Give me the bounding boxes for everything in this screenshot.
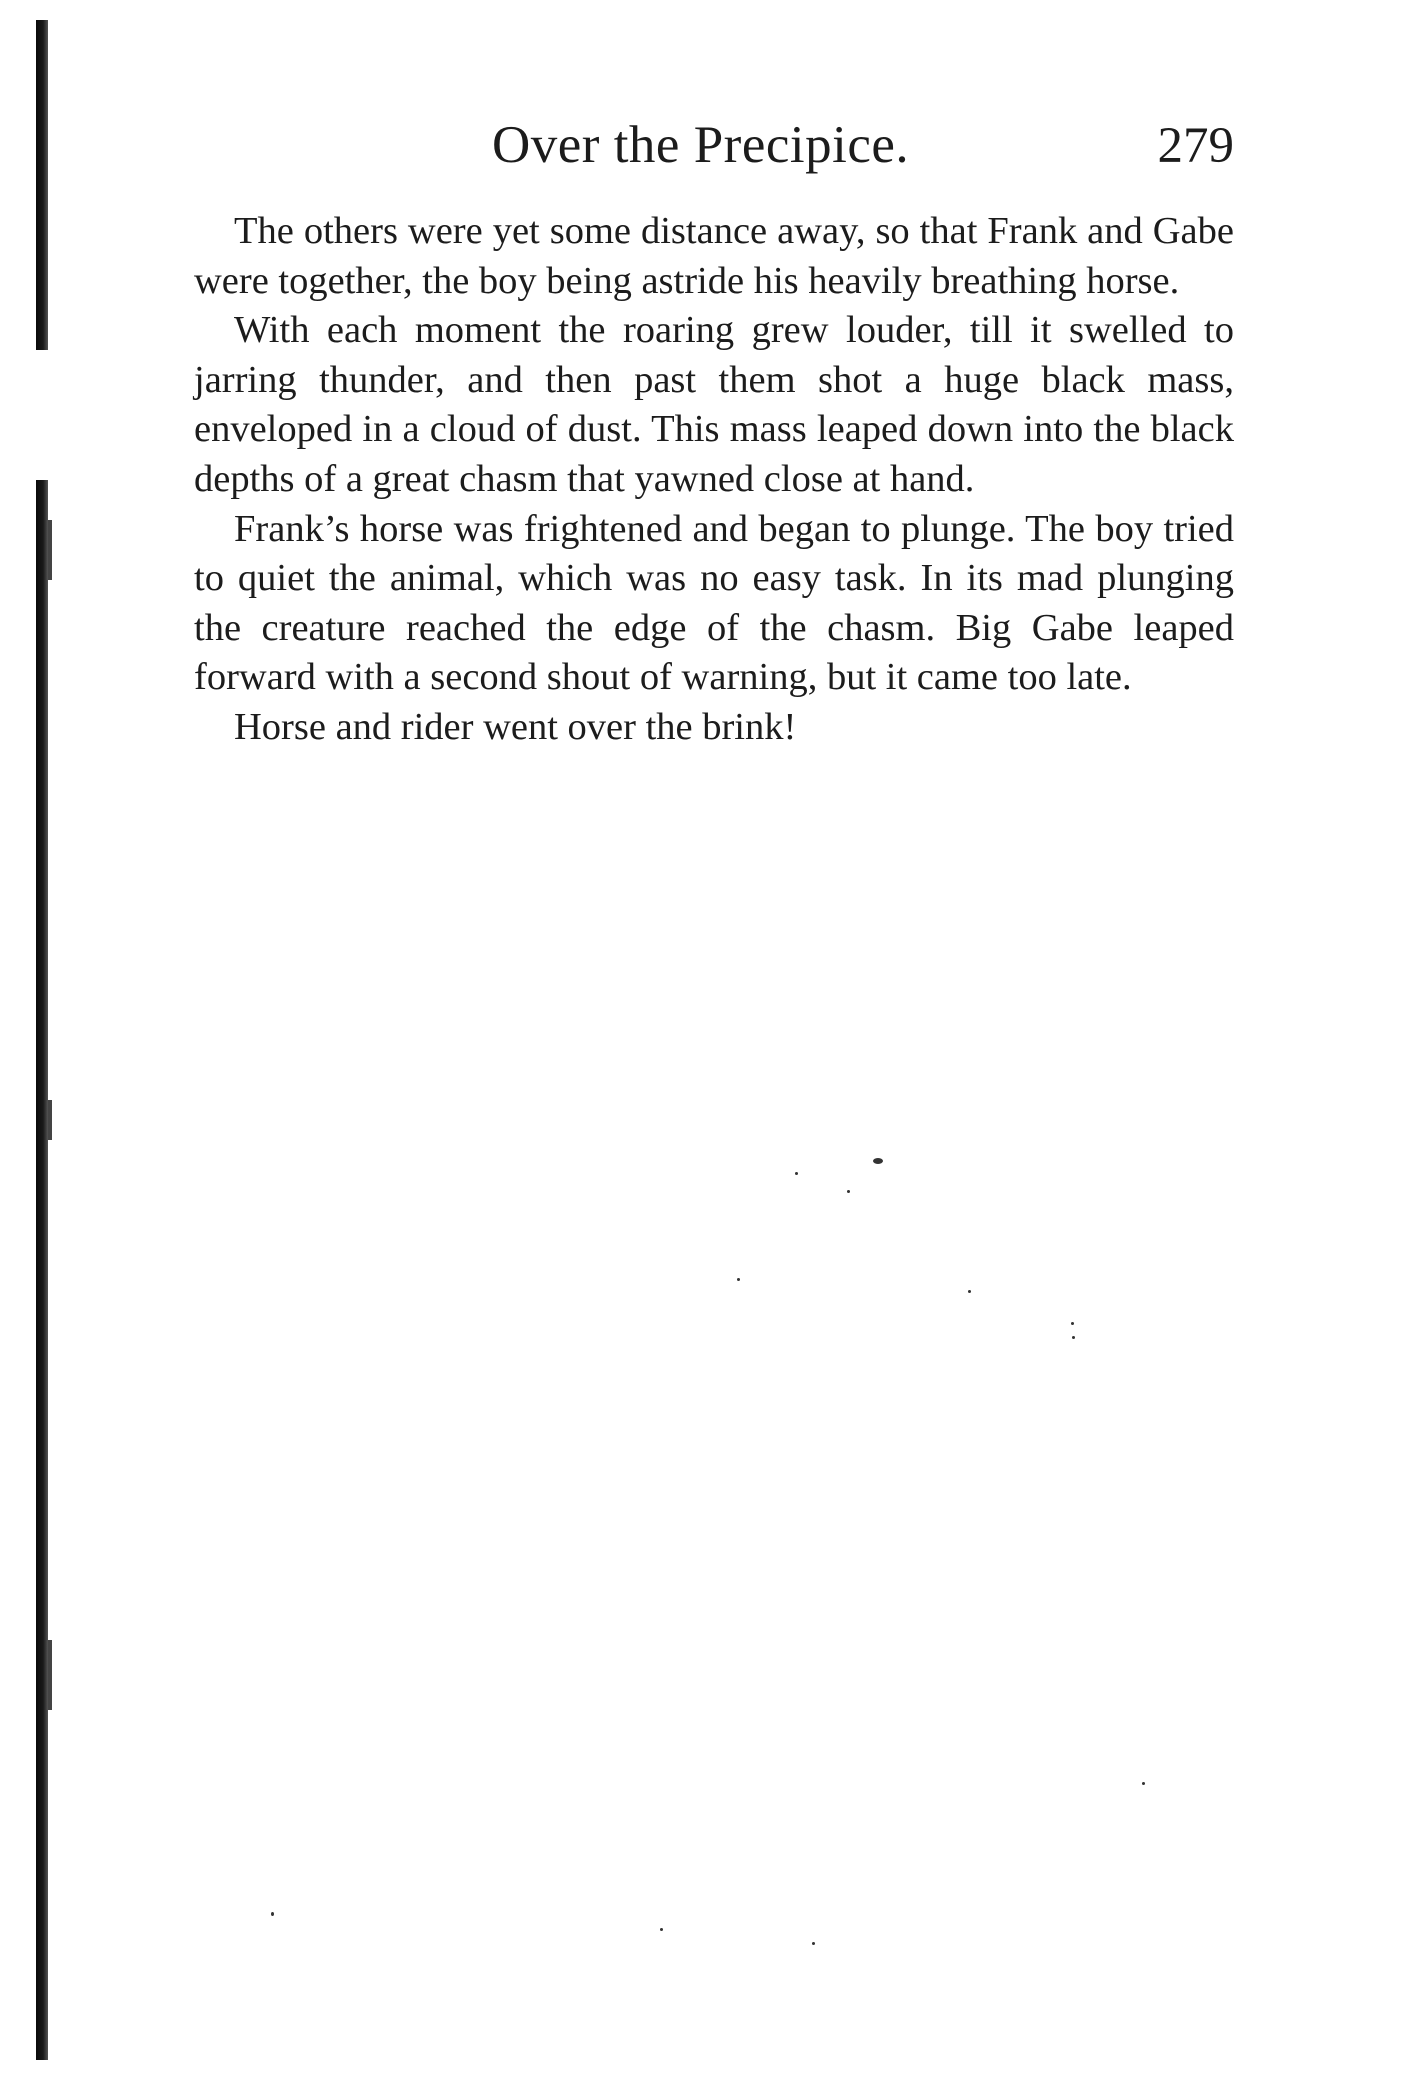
- binding-fleck: [48, 1640, 52, 1710]
- page-header: [194, 110, 1234, 180]
- paragraph: With each moment the roaring grew louder, till it swelled to jarring thunder, and then past them shot a huge black mass, enveloped in a cloud of dust. This mass leaped down into the black depths of a great chasm that yawned close at hand.: [194, 309, 1234, 500]
- binding-edge-gap: [35, 350, 49, 480]
- print-speck: [812, 1942, 815, 1945]
- print-speck: [737, 1278, 740, 1281]
- print-speck: [873, 1158, 883, 1164]
- running-title: Over the Precipice.: [492, 116, 910, 174]
- print-speck: [968, 1290, 971, 1293]
- binding-fleck: [48, 520, 52, 580]
- print-speck: [1072, 1336, 1075, 1339]
- body-text: [194, 207, 1234, 753]
- print-speck: [1071, 1322, 1074, 1325]
- print-speck: [795, 1172, 798, 1175]
- print-speck: [1142, 1782, 1145, 1785]
- paragraph: The others were yet some distance away, so that Frank and Gabe were together, the boy being astride his heavily breathing horse.: [194, 210, 1234, 302]
- print-speck: [271, 1912, 274, 1916]
- binding-fleck: [48, 1100, 52, 1140]
- print-speck: [847, 1190, 850, 1193]
- page-number: 279: [1157, 118, 1234, 174]
- print-speck: [660, 1928, 663, 1931]
- page-binding-edge: [36, 20, 48, 2060]
- paragraph: Horse and rider went over the brink!: [234, 705, 797, 748]
- paragraph: Frank’s horse was frightened and began to plunge. The boy tried to quiet the animal, which was no easy task. In its mad plunging the creature reached the edge of the chasm. Big Gabe leaped forward with a second shout of warning, but it came too late.: [194, 507, 1234, 699]
